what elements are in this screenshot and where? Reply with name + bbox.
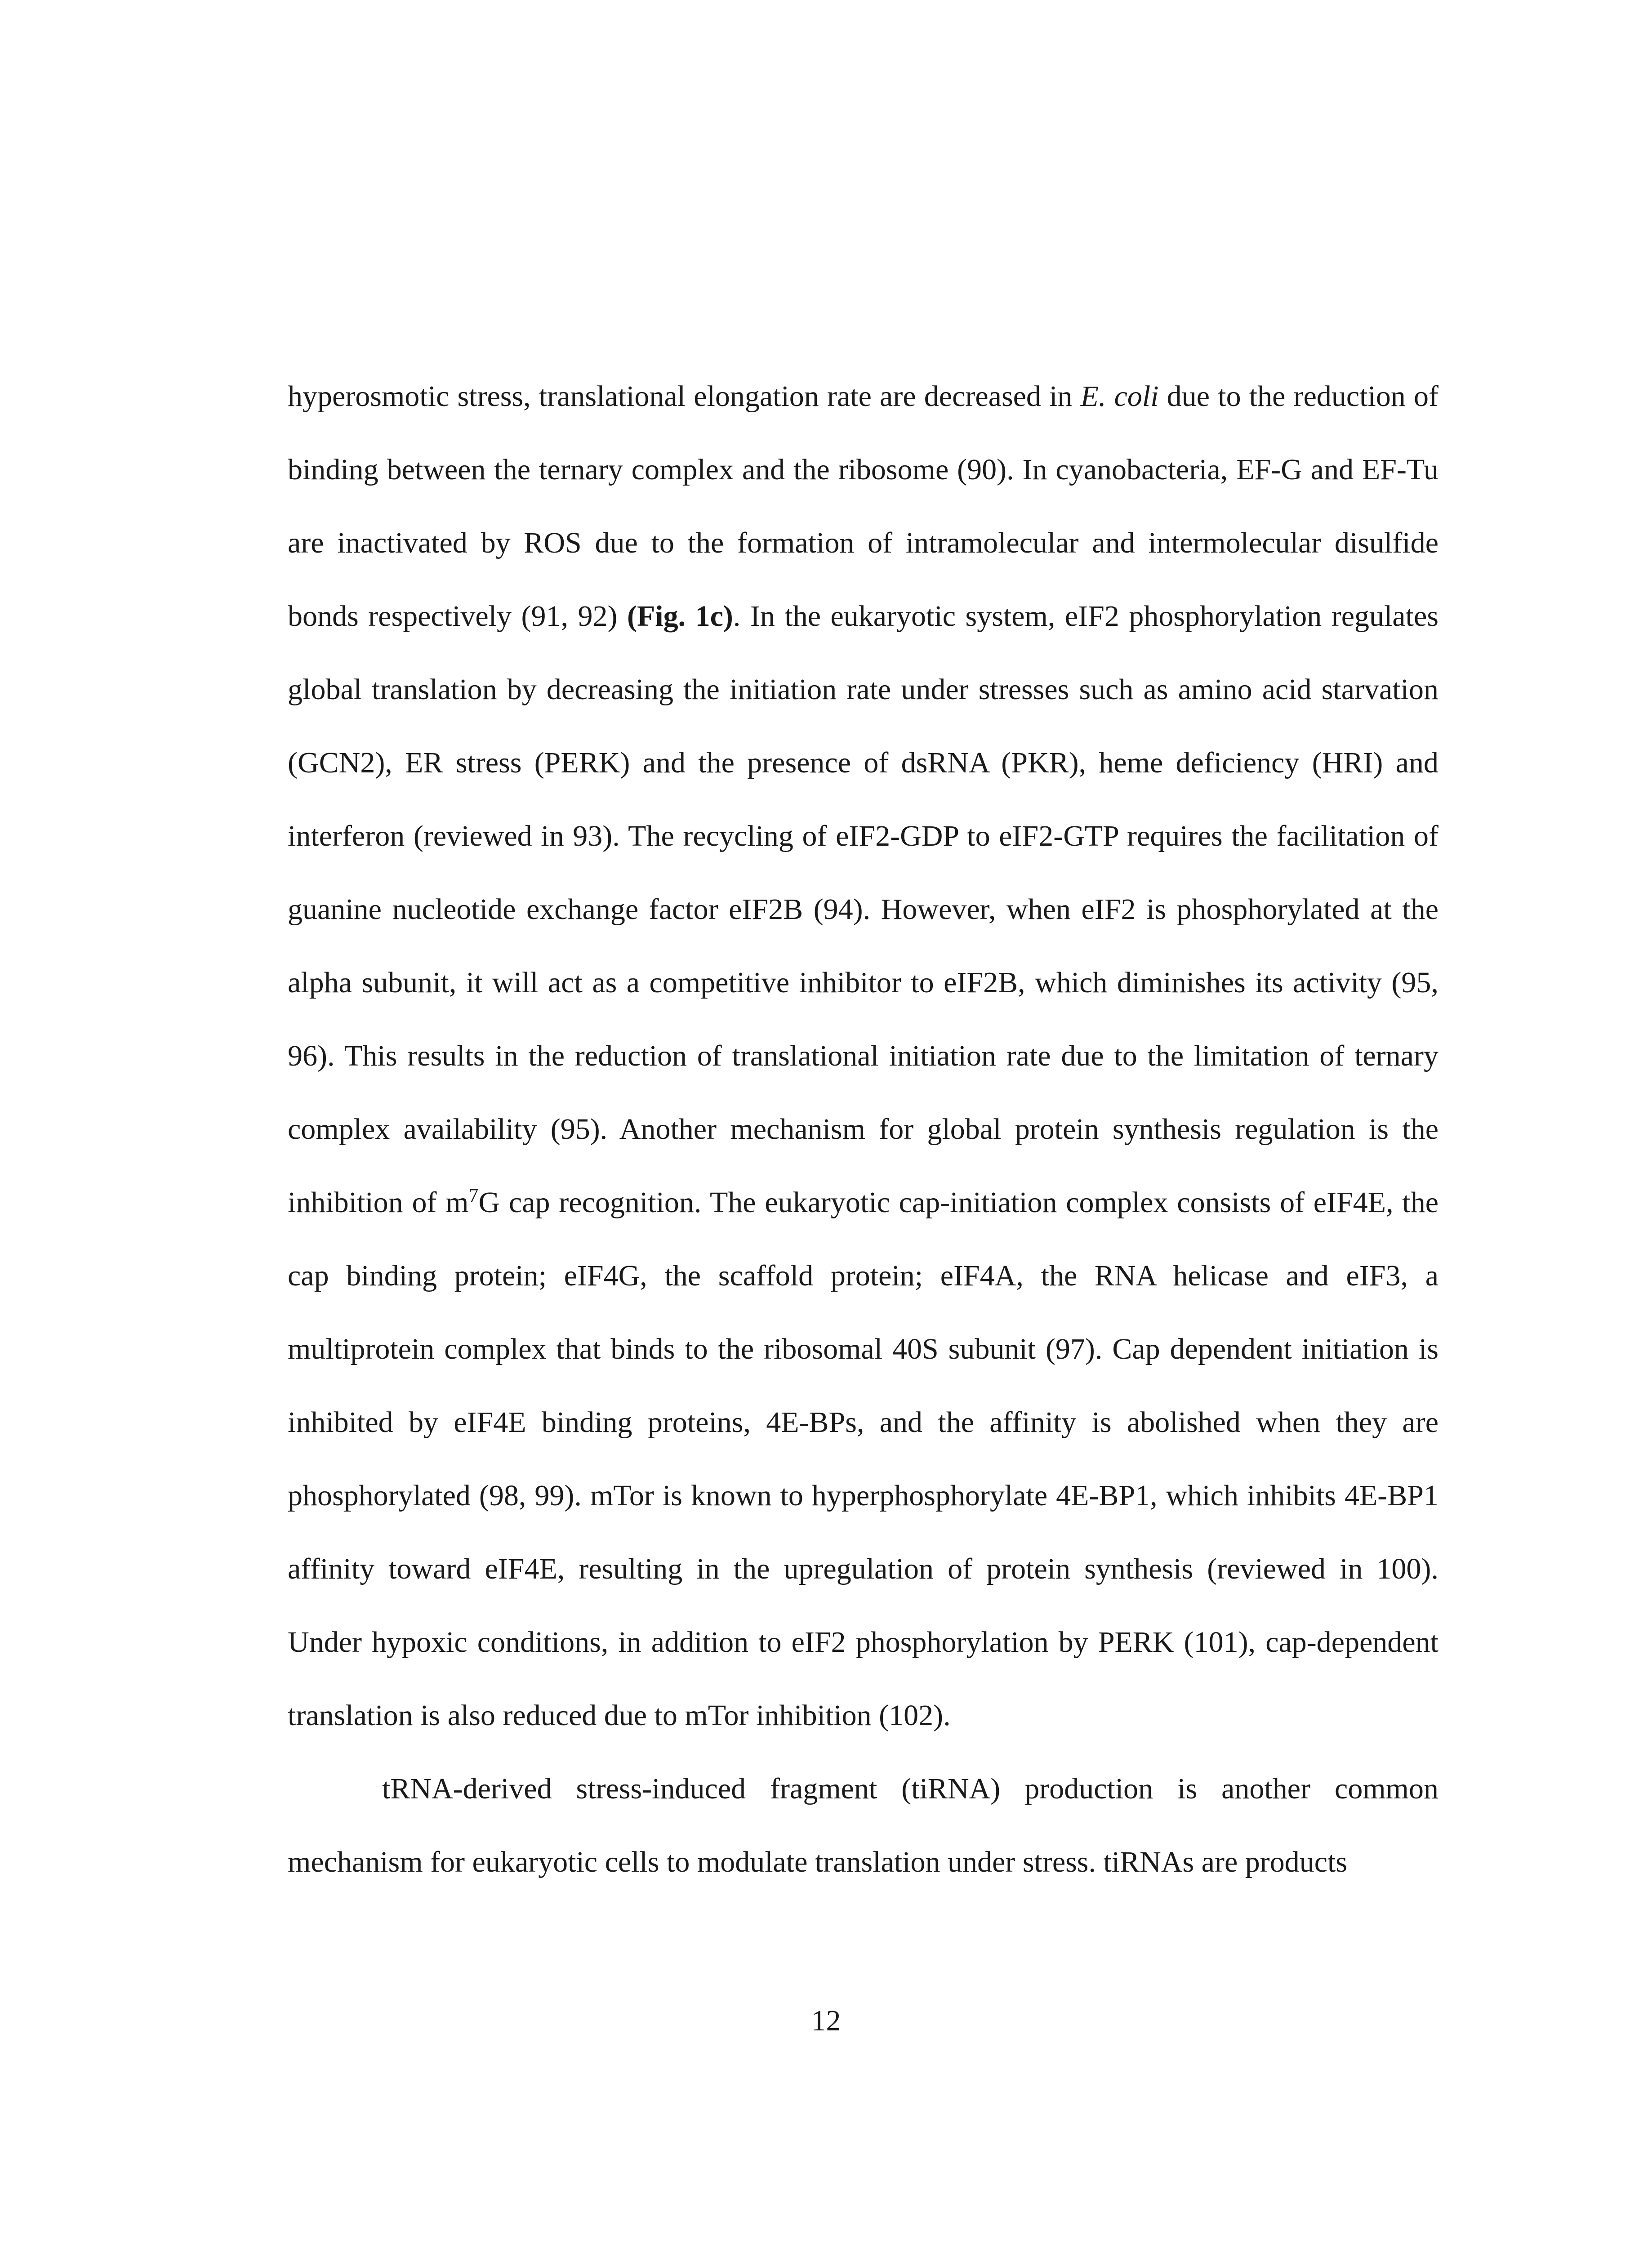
figure-reference: (Fig. 1c)	[627, 600, 733, 633]
paragraph-tirna: tRNA-derived stress-induced fragment (tiRNA) production is another common mechanism for eukaryotic cells to modulate translation under stress. tiRNAs are products	[288, 1772, 1438, 1878]
italic-species-name: E. coli	[1080, 380, 1159, 413]
text-run: due to the reduction of binding between the ternary complex and the ribosome (90). In cyanobacteria, EF-G and EF-Tu are inactivated by ROS due to the formation of intramolecular and intermolecular disulfide bonds respectively (91, 92)	[288, 380, 1438, 633]
superscript: 7	[468, 1184, 479, 1206]
page-number: 12	[811, 2004, 841, 2037]
text-run: hyperosmotic stress, translational elongation rate are decreased in	[288, 380, 1081, 413]
paragraph-translation-regulation	[288, 360, 1438, 1752]
text-run: . In the eukaryotic system, eIF2 phosphorylation regulates global translation by decreasing the initiation rate under stresses such as amino acid starvation (GCN2), ER stress (PERK) and the presence of dsRNA (PKR), heme deficiency (HRI) and interferon (reviewed in 93). The recycling of eIF2-GDP to eIF2-GTP requires the facilitation of guanine nucleotide exchange factor eIF2B (94). However, when eIF2 is phosphorylated at the alpha subunit, it will act as a competitive inhibitor to eIF2B, which diminishes its activity (95, 96). This results in the reduction of translational initiation rate due to the limitation of ternary complex availability (95). Another mechanism for global protein synthesis regulation is the inhibition of m	[288, 600, 1438, 1219]
body-text	[288, 360, 1438, 1899]
text-run: G cap recognition. The eukaryotic cap-initiation complex consists of eIF4E, the cap binding protein; eIF4G, the scaffold protein; eIF4A, the RNA helicase and eIF3, a multiprotein complex that binds to the ribosomal 40S subunit (97). Cap dependent initiation is inhibited by eIF4E binding proteins, 4E-BPs, and the affinity is abolished when they are phosphorylated (98, 99). mTor is known to hyperphosphorylate 4E-BP1, which inhibits 4E-BP1 affinity toward eIF4E, resulting in the upregulation of protein synthesis (reviewed in 100). Under hypoxic conditions, in addition to eIF2 phosphorylation by PERK (101), cap-dependent translation is also reduced due to mTor inhibition (102).	[288, 1186, 1438, 1732]
